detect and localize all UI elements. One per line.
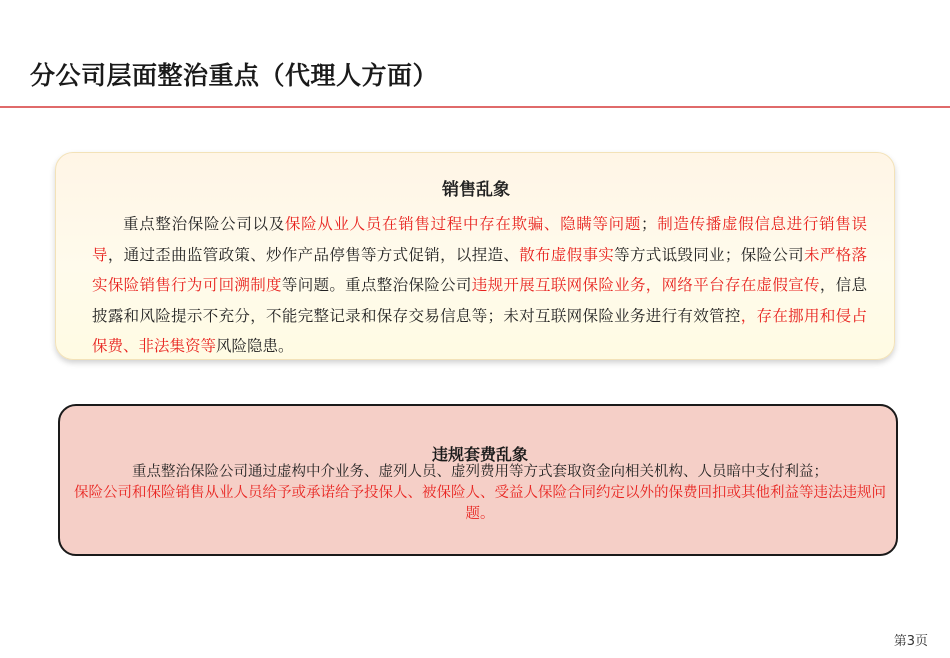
fee-chaos-line-2: 保险公司和保险销售从业人员给予或承诺给予投保人、被保险人、受益人保险合同约定以外的保费回扣或其他利益等违法违规问题。: [74, 485, 886, 522]
highlighted-text: 散布虚假事实: [519, 245, 615, 264]
title-divider: [0, 106, 950, 108]
highlighted-text: ，存在挪用和侵占保费、非法集资等: [92, 306, 867, 355]
body-text: ，通过歪曲监管政策、炒作产品停售等方式促销，以捏造、: [107, 245, 520, 264]
body-text: 等问题。重点整治保险公司: [281, 276, 472, 294]
fee-chaos-line-1: 重点整治保险公司通过虚构中介业务、虚列人员、虚列费用等方式套取资金向相关机构、人员暗中支付利益；: [132, 464, 828, 480]
fee-chaos-heading: 违规套费乱象: [431, 445, 528, 464]
fee-chaos-box: [58, 404, 898, 556]
highlighted-text: 未严格落实保险销售行为可回溯制度: [92, 245, 867, 294]
highlighted-text: 保险从业人员在销售过程中存在欺骗、隐瞒等问题: [284, 215, 642, 233]
body-text: 等方式诋毁同业；保险公司: [614, 245, 804, 264]
page-number: 第3页: [893, 634, 928, 649]
body-text: 风险隐患。: [216, 337, 294, 355]
sales-chaos-paragraph: [92, 209, 867, 362]
page-title: 分公司层面整治重点（代理人方面）: [30, 61, 439, 90]
sales-chaos-heading: 销售乱象: [442, 180, 510, 200]
fee-chaos-body: [70, 462, 890, 525]
body-text: ；: [641, 215, 657, 233]
sales-chaos-box: [55, 152, 895, 360]
highlighted-text: 违规开展互联网保险业务，网络平台存在虚假宣传: [471, 276, 820, 294]
highlighted-text: 制造传播虚假信息进行销售误导: [92, 215, 867, 264]
sales-chaos-body: [92, 209, 867, 362]
body-text: 重点整治保险公司以及: [123, 215, 285, 233]
body-text: ，信息披露和风险提示不充分，不能完整记录和保存交易信息等；未对互联网保险业务进行有效管控: [92, 276, 867, 325]
